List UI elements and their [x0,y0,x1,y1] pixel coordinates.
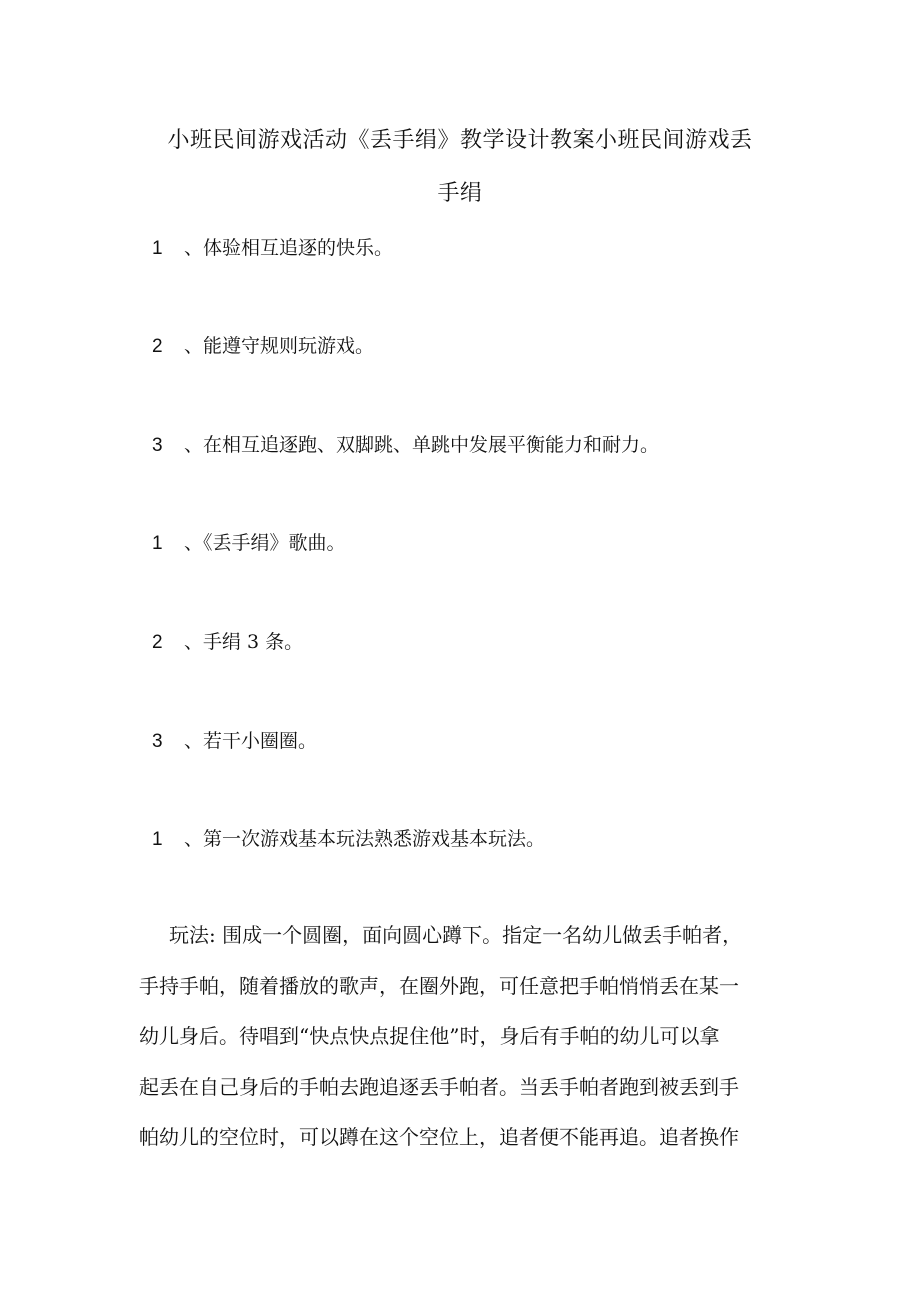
list-item [152,233,393,260]
list-item [152,726,317,753]
list-item [152,627,303,654]
list-item [152,824,545,851]
paragraph-line: 帕幼儿的空位时，可以蹲在这个空位上，追者便不能再追。追者换作 [139,1125,739,1149]
paragraph-line: 玩法: 围成一个圆圈，面向圆心蹲下。指定一名幼儿做丢手帕者， [169,923,743,947]
list-item-number: 3 [152,731,163,752]
list-item [152,331,374,358]
list-item-number: 2 [152,336,163,357]
list-item-text: 、第一次游戏基本玩法熟悉游戏基本玩法。 [184,828,546,850]
paragraph-line: 幼儿身后。待唱到“快点快点捉住他”时，身后有手帕的幼儿可以拿 [139,1024,720,1048]
list-item-text: 、体验相互追逐的快乐。 [184,237,394,259]
document-title-line-2: 手绢 [437,181,483,206]
list-item-text: 、手绢 3 条。 [184,631,304,653]
list-item-number: 1 [152,533,163,554]
document-title-line-1: 小班民间游戏活动《丢手绢》教学设计教案小班民间游戏丢 [167,128,753,153]
paragraph-line: 起丢在自己身后的手帕去跑追逐丢手帕者。当丢手帕者跑到被丢到手 [139,1074,739,1099]
rules-paragraph [139,910,779,1163]
list-item-text: 、若干小圈圈。 [184,730,318,752]
list-item-text: 、《丢手绢》歌曲。 [184,532,346,554]
list-item-text: 、能遵守规则玩游戏。 [184,335,375,357]
list-item-number: 1 [152,829,163,850]
list-item [152,528,346,555]
list-item-number: 1 [152,238,163,259]
paragraph-line: 手持手帕，随着播放的歌声，在圈外跑，可任意把手帕悄悄丢在某一 [139,973,739,998]
list-item-number: 3 [152,435,163,456]
list-item [152,430,659,457]
list-item-number: 2 [152,632,163,653]
list-item-text: 、在相互追逐跑、双脚跳、单跳中发展平衡能力和耐力。 [184,434,660,456]
